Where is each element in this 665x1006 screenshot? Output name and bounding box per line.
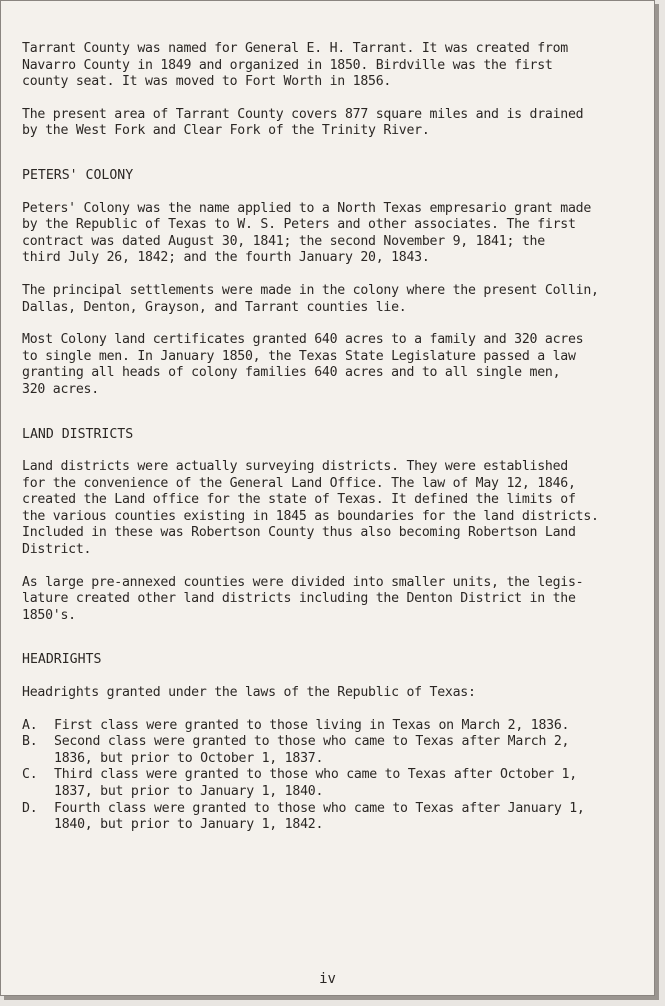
list-item [22,734,652,767]
list-item [22,718,652,735]
certificates-paragraph: Most Colony land certificates granted 640 acres to a family and 320 acres to single men. In January 1850, the Texas State Legislature passed a law granting all heads of colony families 640 acres and to all single men, 320 acres. [22,332,584,397]
headrights-intro: Headrights granted under the laws of the Republic of Texas: [22,685,476,701]
list-item [22,767,652,800]
tarrant-area-paragraph: The present area of Tarrant County covers 877 square miles and is drained by the West Fork and Clear Fork of the Trinity River. [22,106,584,139]
list-item-text: Third class were granted to those who came to Texas after October 1, 1837, but prior to January 1, 1840. [54,767,577,799]
peters-colony-heading: PETERS' COLONY [22,167,134,183]
peters-colony-paragraph: Peters' Colony was the name applied to a North Texas empresario grant made by the Republic of Texas to W. S. Peters and other associates. The first contract was dated August 30, 1841; the second November 9, 1841; the third July 26, 1842; and the fourth January 20, 1843. [22,200,592,266]
list-item-label: D. [22,800,38,816]
land-districts-paragraph: Land districts were actually surveying districts. They were established for the convenience of the General Land Office. The law of May 12, 1846, created the Land office for the state of Texas. It defined the limits of the various counties existing in 1845 as boundaries for the land districts. Included in these was Robertson County thus also becoming Robertson Land District. [22,459,599,558]
headrights-list [22,718,652,834]
list-item-label: B. [22,734,38,750]
land-districts-heading: LAND DISTRICTS [22,426,134,442]
tarrant-origin-paragraph: Tarrant County was named for General E. H. Tarrant. It was created from Navarro County in 1849 and organized in 1850. Birdville was the first county seat. It was moved to Fort Worth in 1856. [22,41,568,90]
headrights-heading: HEADRIGHTS [22,652,102,668]
list-item-text: First class were granted to those living in Texas on March 2, 1836. [54,717,570,733]
list-item [22,801,652,834]
page-content [22,41,652,834]
list-item-label: C. [22,767,38,783]
page-number: iv [319,971,336,987]
list-item-label: A. [22,717,38,733]
settlements-paragraph: The principal settlements were made in the colony where the present Collin, Dallas, Denton, Grayson, and Tarrant counties lie. [22,282,599,315]
list-item-text: Second class were granted to those who came to Texas after March 2, 1836, but prior to October 1, 1837. [54,734,570,766]
legislature-paragraph: As large pre-annexed counties were divided into smaller units, the legis- lature created other land districts including the Denton District in the 1850's. [22,574,584,623]
list-item-text: Fourth class were granted to those who came to Texas after January 1, 1840, but prior to January 1, 1842. [54,800,585,833]
